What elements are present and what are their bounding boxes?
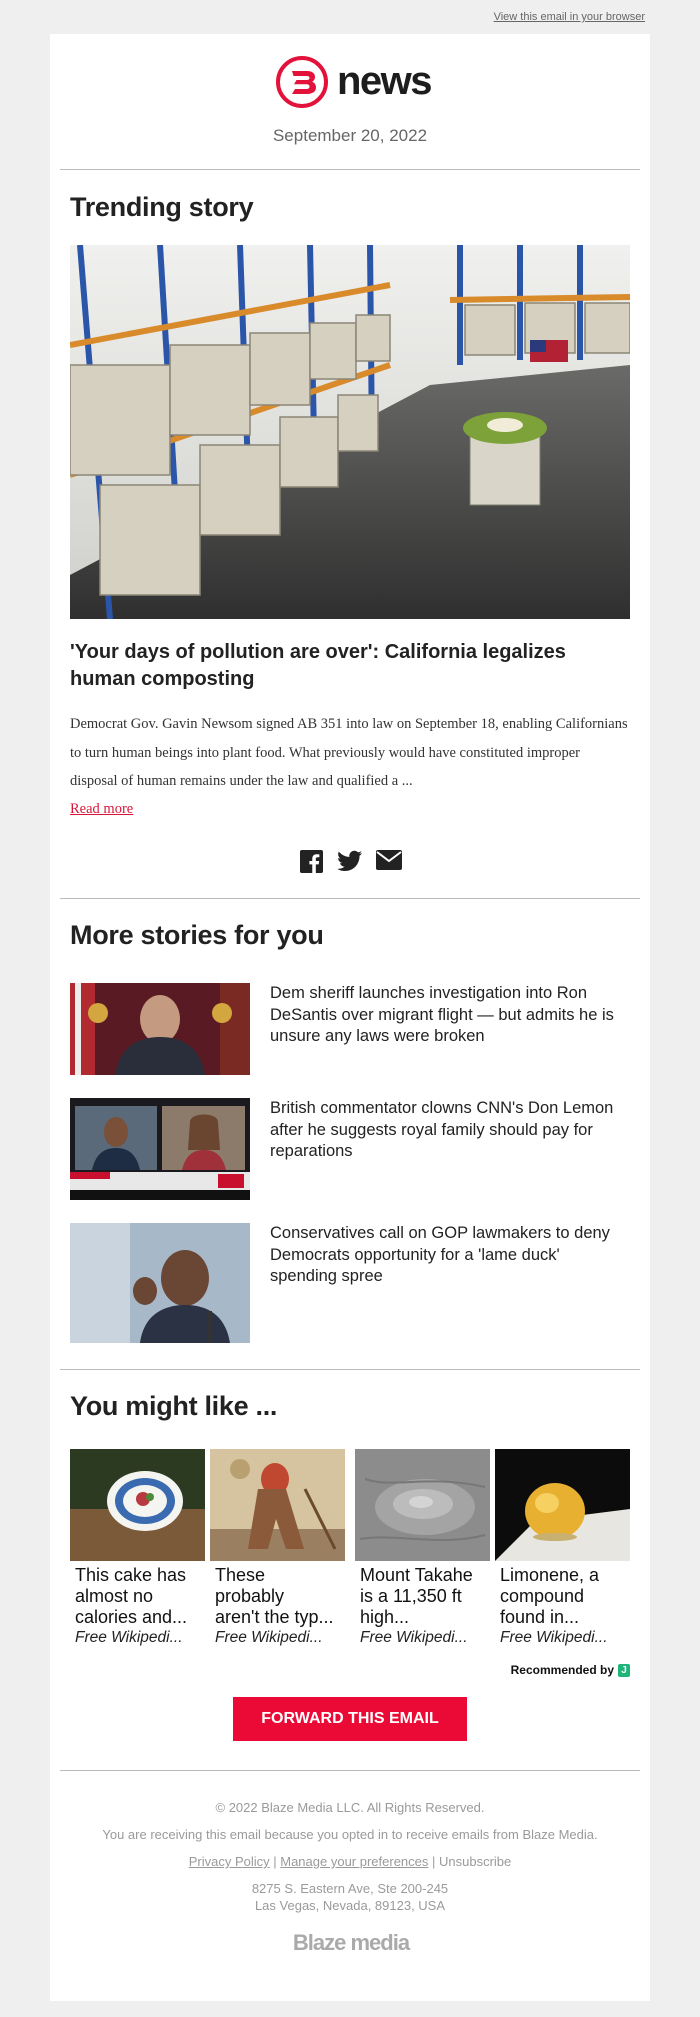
story-title[interactable]: Dem sheriff launches investigation into Ron DeSantis over migrant flight — but admits he is unsure any laws were broken: [270, 984, 614, 1045]
twitter-icon[interactable]: [337, 850, 362, 872]
email-card: [50, 34, 650, 2001]
you-might-like-heading: You might like ...: [70, 1391, 278, 1421]
illustration-photo: [210, 1449, 345, 1561]
recommendation-title[interactable]: These probably aren't the typ...: [215, 1565, 334, 1627]
recommendation-card[interactable]: [495, 1449, 630, 1648]
facebook-icon[interactable]: [300, 850, 323, 873]
cnn-broadcast-photo: [70, 1098, 250, 1200]
trending-story-image[interactable]: [70, 245, 630, 619]
more-stories-heading: More stories for you: [70, 920, 324, 950]
story-item[interactable]: [70, 1223, 630, 1343]
warehouse-vessels-photo: [70, 245, 630, 619]
email-icon[interactable]: [376, 850, 402, 870]
recommendation-image[interactable]: [210, 1449, 345, 1561]
recommendation-source: Free Wikipedi...: [75, 1629, 183, 1646]
blaze-media-logo[interactable]: Blaze media: [292, 1930, 410, 1955]
footer-links: [50, 1854, 650, 1869]
recommended-by-label[interactable]: [511, 1663, 630, 1677]
mountain-satellite-photo: [355, 1449, 490, 1561]
lawmaker-photo: [70, 1223, 250, 1343]
recommendation-card[interactable]: [70, 1449, 205, 1648]
recommendation-source: Free Wikipedi...: [500, 1629, 608, 1646]
trending-story-title[interactable]: 'Your days of pollution are over': California legalizes human composting: [70, 641, 566, 690]
story-thumbnail[interactable]: [70, 1098, 250, 1200]
recommendation-card[interactable]: [355, 1449, 490, 1648]
trending-heading: Trending story: [70, 192, 254, 222]
story-title[interactable]: British commentator clowns CNN's Don Lemon after he suggests royal family should pay for reparations: [270, 1099, 614, 1160]
brand-logo[interactable]: [275, 54, 435, 110]
read-more-link[interactable]: Read more: [70, 801, 134, 817]
story-item[interactable]: [70, 983, 630, 1075]
cake-photo: [70, 1449, 205, 1561]
citrus-fruit-photo: [495, 1449, 630, 1561]
story-thumbnail[interactable]: [70, 1223, 250, 1343]
recommender-badge-icon: J: [618, 1664, 630, 1677]
copyright-text: © 2022 Blaze Media LLC. All Rights Reserved.: [215, 1800, 485, 1815]
recommendation-title[interactable]: Mount Takahe is a 11,350 ft high...: [360, 1565, 473, 1627]
story-item[interactable]: [70, 1098, 630, 1200]
view-in-browser-link[interactable]: View this email in your browser: [493, 11, 645, 23]
issue-date: September 20, 2022: [272, 126, 428, 145]
divider: [60, 1770, 640, 1771]
divider: [60, 169, 640, 170]
recommendation-source: Free Wikipedi...: [360, 1629, 468, 1646]
trending-story-excerpt: Democrat Gov. Gavin Newsom signed AB 351 into law on September 18, enabling Californians to turn human beings into plant food. What previously would have constituted improper disposal of human remains under the law and qualified a ...: [70, 716, 628, 789]
unsubscribe-link[interactable]: Unsubscribe: [439, 1854, 512, 1869]
sheriff-photo: [70, 983, 250, 1075]
subscription-reason: You are receiving this email because you opted in to receive emails from Blaze Media.: [102, 1827, 598, 1842]
social-share-bar: [300, 850, 400, 874]
recommendation-title[interactable]: Limonene, a compound found in...: [500, 1565, 600, 1627]
recommended-by-text: Recommended by: [510, 1663, 614, 1677]
recommendation-title[interactable]: This cake has almost no calories and...: [75, 1565, 188, 1627]
logo-wordmark: news: [337, 59, 432, 103]
privacy-policy-link[interactable]: Privacy Policy: [188, 1854, 270, 1869]
divider: [60, 1369, 640, 1370]
link-separator: |: [428, 1854, 440, 1869]
recommendation-card[interactable]: [210, 1449, 345, 1648]
recommendation-image[interactable]: [495, 1449, 630, 1561]
forward-email-button[interactable]: FORWARD THIS EMAIL: [233, 1697, 467, 1741]
recommendation-source: Free Wikipedi...: [215, 1629, 323, 1646]
recommendation-image[interactable]: [70, 1449, 205, 1561]
link-separator: |: [269, 1854, 281, 1869]
recommendation-image[interactable]: [355, 1449, 490, 1561]
blaze-b-icon: [275, 55, 329, 109]
story-title[interactable]: Conservatives call on GOP lawmakers to deny Democrats opportunity for a 'lame duck' spending spree: [270, 1224, 610, 1285]
divider: [60, 898, 640, 899]
address-line-2: Las Vegas, Nevada, 89123, USA: [254, 1898, 446, 1913]
address-line-1: 8275 S. Eastern Ave, Ste 200-245: [251, 1881, 449, 1896]
manage-preferences-link[interactable]: Manage your preferences: [280, 1854, 429, 1869]
story-thumbnail[interactable]: [70, 983, 250, 1075]
